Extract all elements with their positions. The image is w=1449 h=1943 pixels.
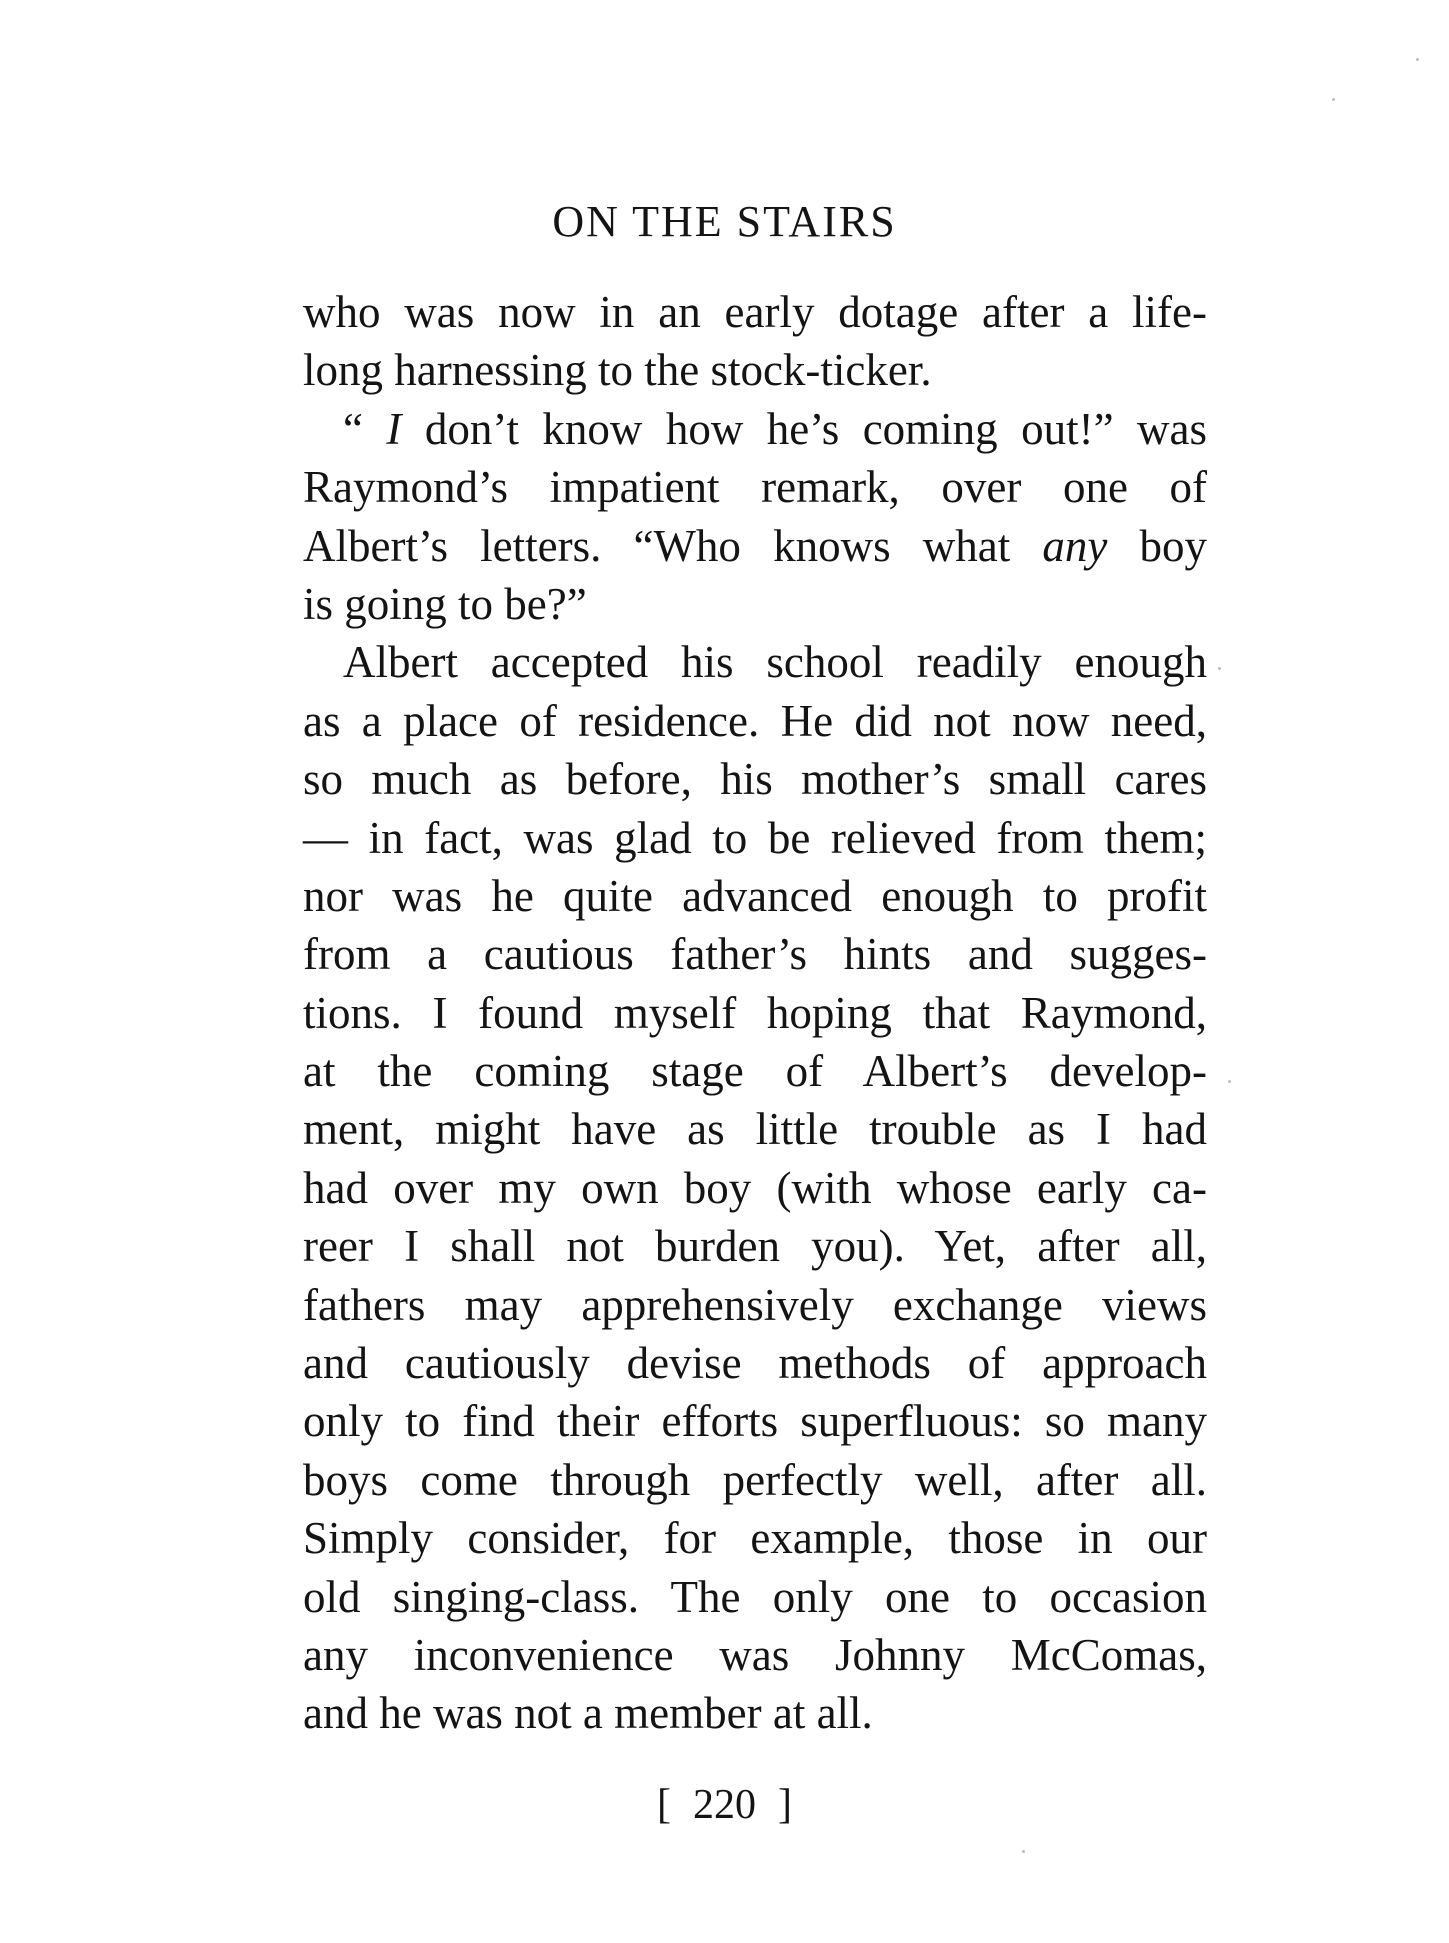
text-line: tions. I found myself hoping that Raymond, <box>303 987 1207 1038</box>
page-number <box>0 1781 1449 1829</box>
text-line: Albert’s letters. “Who knows what any boy <box>303 520 1208 571</box>
text-line: fathers may apprehensively exchange views <box>303 1279 1207 1330</box>
text-line: and cautiously devise methods of approach <box>303 1338 1207 1389</box>
paper-speck <box>1218 667 1221 670</box>
paper-speck <box>1416 58 1419 61</box>
text-line: had over my own boy (with whose early ca- <box>303 1162 1207 1213</box>
text-line: — in fact, was glad to be relieved from them; <box>303 812 1207 863</box>
text-line: any inconvenience was Johnny McComas, <box>303 1629 1207 1680</box>
text-line: old singing-class. The only one to occasion <box>303 1571 1207 1622</box>
italic-word: any <box>1042 520 1108 571</box>
paper-speck <box>1022 1850 1025 1853</box>
text-line: only to find their efforts superfluous: so many <box>303 1396 1207 1447</box>
folio-open-bracket: [ <box>657 1782 671 1828</box>
text-line: boys come through perfectly well, after all. <box>303 1454 1207 1505</box>
text-line: from a cautious father’s hints and sugges- <box>303 929 1207 980</box>
text-line: “ I don’t know how he’s coming out!” was <box>343 403 1207 454</box>
text-line: ment, might have as little trouble as I had <box>303 1104 1207 1155</box>
text-line: nor was he quite advanced enough to profit <box>303 870 1207 921</box>
text-line: is going to be?” <box>303 578 587 629</box>
paper-speck <box>1228 1080 1231 1083</box>
text-line: and he was not a member at all. <box>303 1688 873 1739</box>
text-line: who was now in an early dotage after a life- <box>303 287 1207 337</box>
text-line: as a place of residence. He did not now need, <box>303 695 1207 746</box>
italic-word: I <box>386 403 402 454</box>
folio-close-bracket: ] <box>778 1782 792 1828</box>
folio-number: 220 <box>693 1782 756 1828</box>
text-line: long harnessing to the stock-ticker. <box>303 345 932 396</box>
text-line: reer I shall not burden you). Yet, after all, <box>303 1221 1207 1272</box>
running-head: ON THE STAIRS <box>552 197 897 246</box>
text-line: Simply consider, for example, those in our <box>303 1513 1207 1564</box>
body-text <box>303 283 1207 1743</box>
text-line: so much as before, his mother’s small cares <box>303 754 1207 805</box>
text-line: Raymond’s impatient remark, over one of <box>303 462 1207 513</box>
text-line: Albert accepted his school readily enough <box>343 637 1207 688</box>
text-line: at the coming stage of Albert’s develop- <box>303 1046 1207 1097</box>
paper-speck <box>1332 98 1335 101</box>
